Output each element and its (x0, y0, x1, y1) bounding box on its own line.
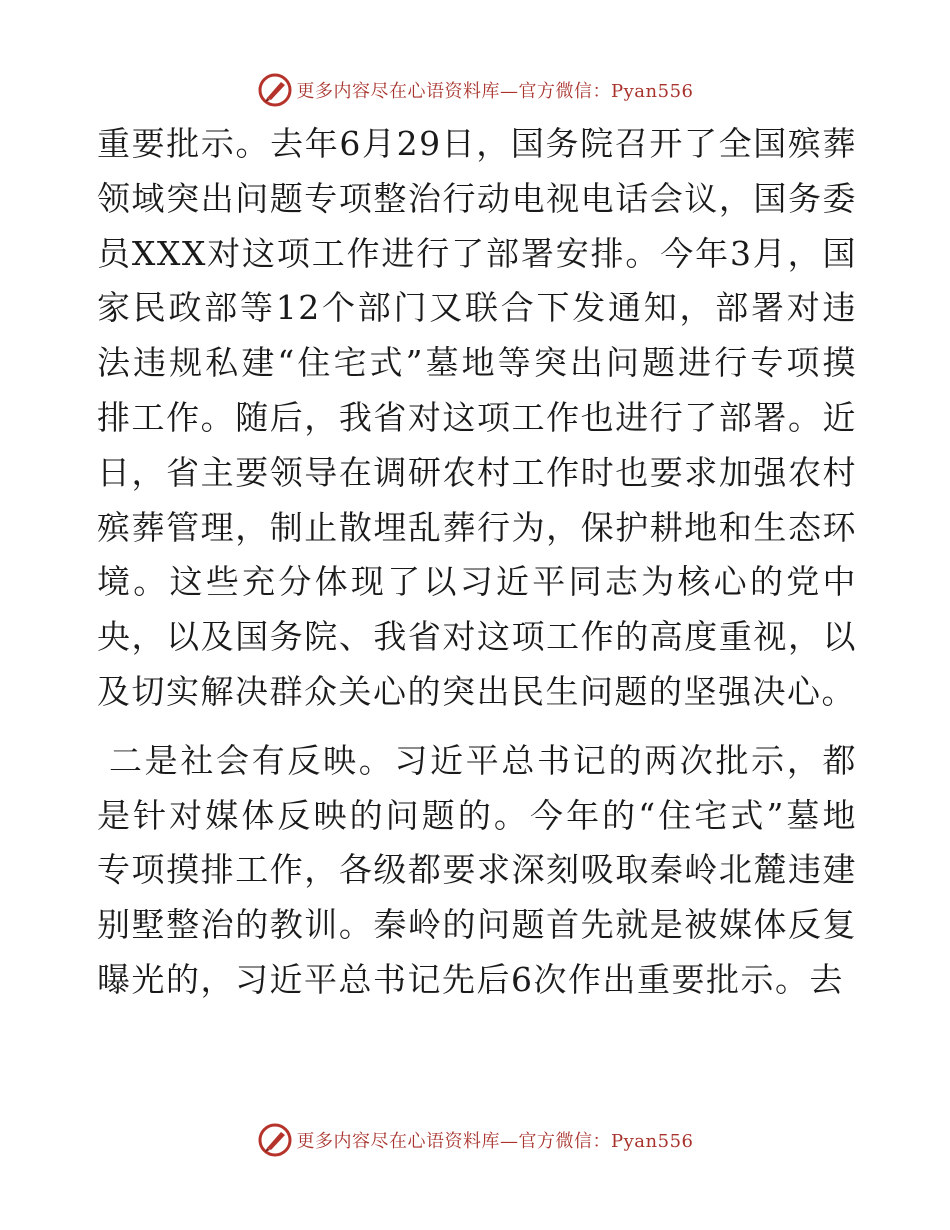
paragraph-2: 二是社会有反映。习近平总书记的两次批示，都是针对媒体反映的问题的。今年的“住宅式”墓地专项摸排工作，各级都要求深刻吸取秦岭北麓违建别墅整治的教训。秦岭的问题首先就是被媒体反复曝光的，习近平总书记先后6次作出重要批示。去 (97, 740, 857, 999)
pen-logo-icon (257, 72, 293, 108)
document-body (97, 117, 857, 1008)
footer-banner (0, 1120, 950, 1160)
pen-logo-icon (257, 1122, 293, 1158)
header-banner (0, 70, 950, 110)
header-banner-text: 更多内容尽在心语资料库—官方微信：Pyan556 (296, 81, 694, 102)
paragraph-1: 重要批示。去年6月29日，国务院召开了全国殡葬领域突出问题专项整治行动电视电话会议，国务委员XXX对这项工作进行了部署安排。今年3月，国家民政部等12个部门又联合下发通知，部署对违法违规私建“住宅式”墓地等突出问题进行专项摸排工作。随后，我省对这项工作也进行了部署。近日，省主要领导在调研农村工作时也要求加强农村殡葬管理，制止散埋乱葬行为，保护耕地和生态环境。这些充分体现了以习近平同志为核心的党中央，以及国务院、我省对这项工作的高度重视，以及切实解决群众关心的突出民生问题的坚强决心。 (97, 124, 857, 711)
footer-banner-text: 更多内容尽在心语资料库—官方微信：Pyan556 (296, 1131, 694, 1152)
